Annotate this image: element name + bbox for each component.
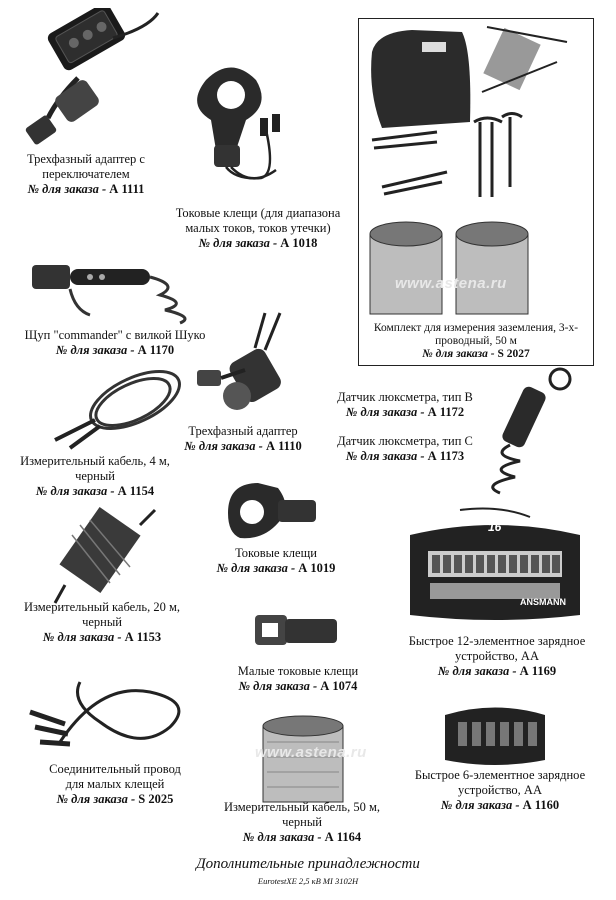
connection-lead-image: [20, 672, 200, 762]
item-desc: Малые токовые клещи: [237, 664, 359, 678]
watermark-top: www.astena.ru: [395, 275, 507, 292]
measuring-cable-20m-image: [50, 505, 160, 605]
caption-a1172: [330, 390, 480, 420]
order-prefix: № для заказа -: [216, 561, 299, 575]
item-desc: Соединительный провод для малых клещей: [49, 762, 181, 791]
item-desc: Датчик люксметра, тип С: [337, 434, 473, 448]
order-prefix: № для заказа -: [345, 449, 428, 463]
page-subtitle: EurotestXE 2,5 кВ MI 3102H: [257, 876, 359, 886]
item-order: [218, 679, 378, 694]
order-prefix: № для заказа -: [27, 182, 110, 196]
item-order: [196, 561, 356, 576]
order-prefix: № для заказа -: [184, 439, 266, 453]
order-prefix: № для заказа -: [440, 798, 523, 812]
current-clamp-image: [218, 478, 318, 548]
caption-a1074: [218, 664, 378, 694]
caption-s2027: [362, 322, 590, 361]
order-prefix: № для заказа -: [55, 343, 138, 357]
order-prefix: № для заказа -: [422, 348, 498, 360]
item-desc: Измерительный кабель, 4 м, черный: [20, 454, 170, 483]
caption-a1153: [22, 600, 182, 645]
current-clamp-leakage-image: [176, 60, 286, 190]
item-order: [330, 449, 480, 464]
item-order: [362, 348, 590, 361]
item-order: [22, 630, 182, 645]
item-order: [40, 792, 190, 807]
item-desc: Трехфазный адаптер с переключателем: [27, 152, 145, 181]
item-code: А 1019: [298, 561, 336, 575]
caption-a1154: [20, 454, 170, 499]
order-prefix: № для заказа -: [56, 792, 139, 806]
item-code: А 1018: [280, 236, 318, 250]
caption-a1019: [196, 546, 356, 576]
item-order: [212, 830, 392, 845]
caption-a1160: [400, 768, 600, 813]
order-prefix: № для заказа -: [242, 830, 325, 844]
item-order: [10, 343, 220, 358]
item-desc: Измерительный кабель, 50 м, черный: [223, 800, 381, 829]
item-code: А 1074: [320, 679, 358, 693]
item-code: А 1110: [265, 439, 302, 453]
order-prefix: № для заказа -: [345, 405, 428, 419]
luxmeter-sensor-image: [470, 365, 580, 495]
item-order: [392, 664, 602, 679]
item-desc: Токовые клещи (для диапазона малых токов, токов утечки): [175, 206, 341, 235]
item-code: А 1164: [324, 830, 362, 844]
three-phase-adapter-switch-image: [18, 8, 168, 148]
order-prefix: № для заказа -: [238, 679, 321, 693]
item-code: А 1170: [137, 343, 175, 357]
caption-s2025: [40, 762, 190, 807]
caption-a1110: [168, 424, 318, 454]
order-prefix: № для заказа -: [198, 236, 281, 250]
item-desc: Измерительный кабель, 20 м, черный: [23, 600, 181, 629]
charger-model-text: 16: [488, 520, 502, 534]
charger-12-cell-image: [400, 505, 590, 625]
item-desc: Быстрое 12-элементное зарядное устройство, АА: [408, 634, 586, 663]
order-prefix: № для заказа -: [437, 664, 520, 678]
watermark-bottom: www.astena.ru: [255, 744, 367, 761]
item-order: [6, 182, 166, 197]
caption-a1164: [212, 800, 392, 845]
item-code: А 1111: [109, 182, 145, 196]
caption-a1173: [330, 434, 480, 464]
item-code: А 1169: [519, 664, 557, 678]
commander-probe-image: [30, 255, 200, 325]
item-desc: Датчик люксметра, тип В: [337, 390, 473, 404]
item-order: [168, 439, 318, 454]
charger-brand-text: ANSMANN: [520, 597, 566, 607]
item-desc: Токовые клещи: [235, 546, 317, 560]
item-code: А 1173: [427, 449, 465, 463]
item-order: [20, 484, 170, 499]
item-order: [400, 798, 600, 813]
order-prefix: № для заказа -: [42, 630, 125, 644]
item-desc: Комплект для измерения заземления, 3-х-проводный, 50 м: [373, 322, 579, 347]
order-prefix: № для заказа -: [35, 484, 118, 498]
item-desc: Щуп "commander" с вилкой Шуко: [24, 328, 206, 342]
item-desc: Быстрое 6-элементное зарядное устройство, АА: [414, 768, 586, 797]
item-code: S 2027: [497, 348, 530, 360]
three-phase-adapter-image: [195, 308, 315, 428]
small-current-clamp-image: [250, 605, 340, 655]
page-title: Дополнительные принадлежности: [196, 856, 420, 872]
charger-6-cell-image: [440, 700, 550, 770]
item-order: [330, 405, 480, 420]
item-order: [158, 236, 358, 251]
item-code: А 1172: [427, 405, 465, 419]
caption-a1169: [392, 634, 602, 679]
caption-a1111: [6, 152, 166, 197]
item-code: А 1153: [124, 630, 162, 644]
item-code: А 1160: [522, 798, 560, 812]
caption-a1018: [158, 206, 358, 251]
item-desc: Трехфазный адаптер: [188, 424, 298, 438]
item-code: А 1154: [117, 484, 155, 498]
caption-a1170: [10, 328, 220, 358]
item-code: S 2025: [138, 792, 174, 806]
grounding-kit-frame: [358, 18, 594, 366]
